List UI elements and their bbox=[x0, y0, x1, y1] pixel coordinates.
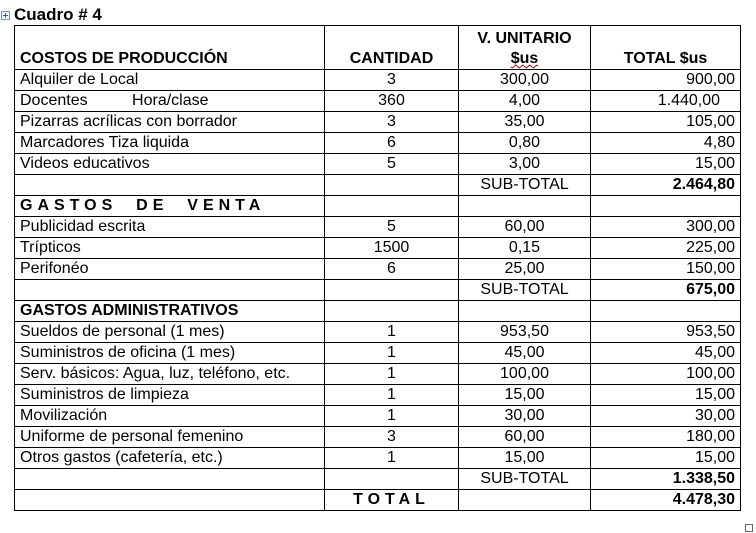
section-header-row bbox=[15, 301, 741, 322]
total-cell: 1.440,00 bbox=[591, 91, 741, 112]
subtotal-value: 1.338,50 bbox=[591, 469, 741, 490]
total-cell: 900,00 bbox=[591, 70, 741, 91]
quantity-cell: 1 bbox=[325, 364, 459, 385]
quantity-cell: 3 bbox=[325, 112, 459, 133]
quantity-cell: 5 bbox=[325, 154, 459, 175]
concept-cell: Docentes Hora/clase bbox=[15, 91, 325, 112]
quantity-cell: 360 bbox=[325, 91, 459, 112]
subtotal-label: SUB-TOTAL bbox=[459, 280, 591, 301]
table-row bbox=[15, 448, 741, 469]
table-row bbox=[15, 364, 741, 385]
quantity-cell: 6 bbox=[325, 259, 459, 280]
total-cell: 15,00 bbox=[591, 448, 741, 469]
table-row bbox=[15, 154, 741, 175]
grand-total-label: TOTAL bbox=[325, 490, 459, 511]
concept-cell: Uniforme de personal femenino bbox=[15, 427, 325, 448]
concept-cell: Pizarras acrílicas con borrador bbox=[15, 112, 325, 133]
quantity-cell: 1 bbox=[325, 406, 459, 427]
subtotal-row bbox=[15, 280, 741, 301]
total-cell: 150,00 bbox=[591, 259, 741, 280]
quantity-cell: 6 bbox=[325, 133, 459, 154]
unit-value-cell: 4,00 bbox=[459, 91, 591, 112]
quantity-cell: 1 bbox=[325, 385, 459, 406]
table-row bbox=[15, 385, 741, 406]
quantity-cell: 5 bbox=[325, 217, 459, 238]
subtotal-row bbox=[15, 469, 741, 490]
unit-value-cell: 35,00 bbox=[459, 112, 591, 133]
unit-value-cell: 0,80 bbox=[459, 133, 591, 154]
header-concept: COSTOS DE PRODUCCIÓN bbox=[15, 26, 325, 70]
unit-value-cell: 3,00 bbox=[459, 154, 591, 175]
total-cell: 953,50 bbox=[591, 322, 741, 343]
subtotal-label: SUB-TOTAL bbox=[459, 175, 591, 196]
unit-value-cell: 15,00 bbox=[459, 448, 591, 469]
concept-cell: Trípticos bbox=[15, 238, 325, 259]
table-row bbox=[15, 406, 741, 427]
section-header-row bbox=[15, 196, 741, 217]
unit-value-cell: 100,00 bbox=[459, 364, 591, 385]
total-cell: 225,00 bbox=[591, 238, 741, 259]
header-quantity: CANTIDAD bbox=[325, 26, 459, 70]
table-row bbox=[15, 70, 741, 91]
total-cell: 30,00 bbox=[591, 406, 741, 427]
concept-cell: Sueldos de personal (1 mes) bbox=[15, 322, 325, 343]
table-move-handle-icon[interactable] bbox=[1, 11, 10, 20]
concept-cell: Suministros de limpieza bbox=[15, 385, 325, 406]
section-title-admin: GASTOS ADMINISTRATIVOS bbox=[15, 301, 325, 322]
subtotal-value: 675,00 bbox=[591, 280, 741, 301]
unit-value-cell: 300,00 bbox=[459, 70, 591, 91]
quantity-cell: 1 bbox=[325, 343, 459, 364]
unit-value-cell: 953,50 bbox=[459, 322, 591, 343]
unit-value-cell: 15,00 bbox=[459, 385, 591, 406]
table-row bbox=[15, 217, 741, 238]
concept-cell: Suministros de oficina (1 mes) bbox=[15, 343, 325, 364]
unit-value-cell: 0,15 bbox=[459, 238, 591, 259]
total-cell: 4,80 bbox=[591, 133, 741, 154]
table-row bbox=[15, 238, 741, 259]
total-cell: 15,00 bbox=[591, 154, 741, 175]
total-cell: 15,00 bbox=[591, 385, 741, 406]
table-row bbox=[15, 91, 741, 112]
header-unit-value-line1: V. UNITARIO bbox=[477, 30, 572, 47]
header-unit-value bbox=[459, 26, 591, 70]
grand-total-value: 4.478,30 bbox=[591, 490, 741, 511]
quantity-cell: 1500 bbox=[325, 238, 459, 259]
unit-value-cell: 60,00 bbox=[459, 217, 591, 238]
concept-cell: Alquiler de Local bbox=[15, 70, 325, 91]
table-row bbox=[15, 322, 741, 343]
total-cell: 300,00 bbox=[591, 217, 741, 238]
concept-cell: Movilización bbox=[15, 406, 325, 427]
subtotal-row bbox=[15, 175, 741, 196]
unit-value-cell: 30,00 bbox=[459, 406, 591, 427]
unit-value-cell: 25,00 bbox=[459, 259, 591, 280]
total-cell: 105,00 bbox=[591, 112, 741, 133]
table-row bbox=[15, 133, 741, 154]
table-caption: Cuadro # 4 bbox=[14, 5, 102, 24]
quantity-cell: 1 bbox=[325, 448, 459, 469]
table-row bbox=[15, 259, 741, 280]
subtotal-label: SUB-TOTAL bbox=[459, 469, 591, 490]
quantity-cell: 1 bbox=[325, 322, 459, 343]
concept-cell: Otros gastos (cafetería, etc.) bbox=[15, 448, 325, 469]
cost-table bbox=[14, 25, 741, 511]
section-title-sales: GASTOS DE VENTA bbox=[15, 196, 325, 217]
header-total: TOTAL $us bbox=[591, 26, 741, 70]
table-resize-handle-icon[interactable] bbox=[745, 524, 753, 532]
quantity-cell: 3 bbox=[325, 70, 459, 91]
unit-value-cell: 60,00 bbox=[459, 427, 591, 448]
unit-value-cell: 45,00 bbox=[459, 343, 591, 364]
grand-total-row bbox=[15, 490, 741, 511]
concept-cell: Marcadores Tiza liquida bbox=[15, 133, 325, 154]
total-cell: 100,00 bbox=[591, 364, 741, 385]
concept-cell: Serv. básicos: Agua, luz, teléfono, etc. bbox=[15, 364, 325, 385]
concept-cell: Publicidad escrita bbox=[15, 217, 325, 238]
concept-cell: Videos educativos bbox=[15, 154, 325, 175]
table-row bbox=[15, 343, 741, 364]
concept-cell: Perifonéo bbox=[15, 259, 325, 280]
total-cell: 180,00 bbox=[591, 427, 741, 448]
header-unit-value-line2: $us bbox=[510, 50, 539, 67]
quantity-cell: 3 bbox=[325, 427, 459, 448]
table-row bbox=[15, 427, 741, 448]
table-row bbox=[15, 112, 741, 133]
total-cell: 45,00 bbox=[591, 343, 741, 364]
subtotal-value: 2.464,80 bbox=[591, 175, 741, 196]
header-row bbox=[15, 26, 741, 70]
